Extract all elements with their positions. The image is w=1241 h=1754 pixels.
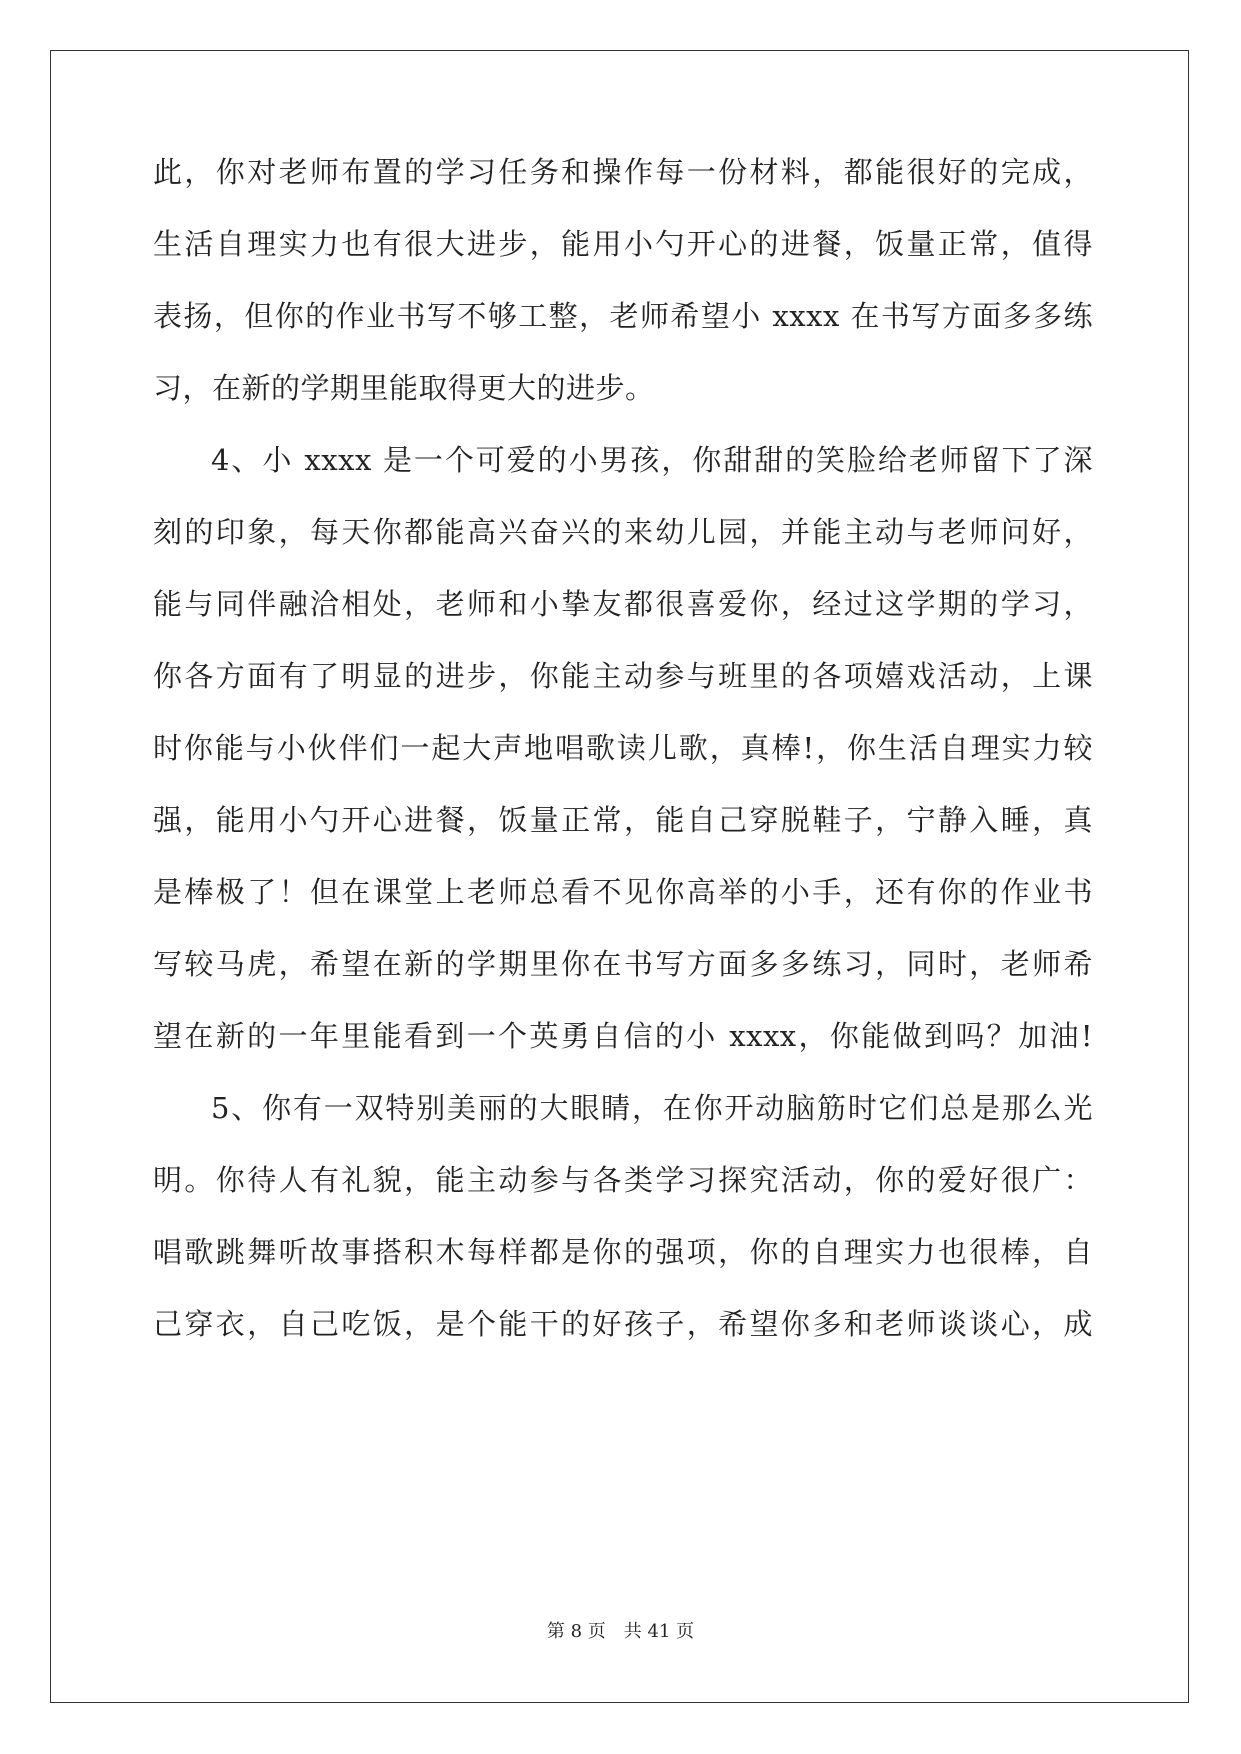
text-line: 时你能与小伙伴们一起大声地唱歌读儿歌，真棒!，你生活自理实力较 (153, 731, 1093, 765)
text-line: 写较马虎，希望在新的学期里你在书写方面多多练习，同时，老师希 (153, 947, 1093, 981)
text-line: 此，你对老师布置的学习任务和操作每一份材料，都能很好的完成， (153, 155, 1093, 189)
text-line: 表扬，但你的作业书写不够工整，老师希望小 xxxx 在书写方面多多练 (153, 299, 1093, 333)
text-line: 己穿衣，自己吃饭，是个能干的好孩子，希望你多和老师谈谈心，成 (153, 1307, 1093, 1341)
page-footer (0, 1620, 1241, 1644)
text-line: 刻的印象，每天你都能高兴奋兴的来幼儿园，并能主动与老师问好， (153, 515, 1093, 549)
text-line: 唱歌跳舞听故事搭积木每样都是你的强项，你的自理实力也很棒，自 (153, 1235, 1093, 1269)
text-line: 明。你待人有礼貌，能主动参与各类学习探究活动，你的爱好很广： (153, 1163, 1093, 1197)
text-line: 你各方面有了明显的进步，你能主动参与班里的各项嬉戏活动，上课 (153, 659, 1093, 693)
text-line: 习，在新的学期里能取得更大的进步。 (153, 371, 655, 405)
text-line: 生活自理实力也有很大进步，能用小勺开心的进餐，饭量正常，值得 (153, 227, 1093, 261)
page-total: 共 41 页 (623, 1621, 695, 1642)
text-line: 望在新的一年里能看到一个英勇自信的小 xxxx，你能做到吗？加油! (153, 1019, 1093, 1053)
text-line: 能与同伴融洽相处，老师和小挚友都很喜爱你，经过这学期的学习， (153, 587, 1093, 621)
text-line: 是棒极了！但在课堂上老师总看不见你高举的小手，还有你的作业书 (153, 875, 1093, 909)
paragraph-start-5: 5、你有一双特别美丽的大眼睛，在你开动脑筋时它们总是那么光 (211, 1091, 1093, 1125)
text-line: 强，能用小勺开心进餐，饭量正常，能自己穿脱鞋子，宁静入睡，真 (153, 803, 1093, 837)
paragraph-start-4: 4、小 xxxx 是一个可爱的小男孩，你甜甜的笑脸给老师留下了深 (211, 443, 1093, 477)
page-number: 第 8 页 (546, 1621, 606, 1642)
